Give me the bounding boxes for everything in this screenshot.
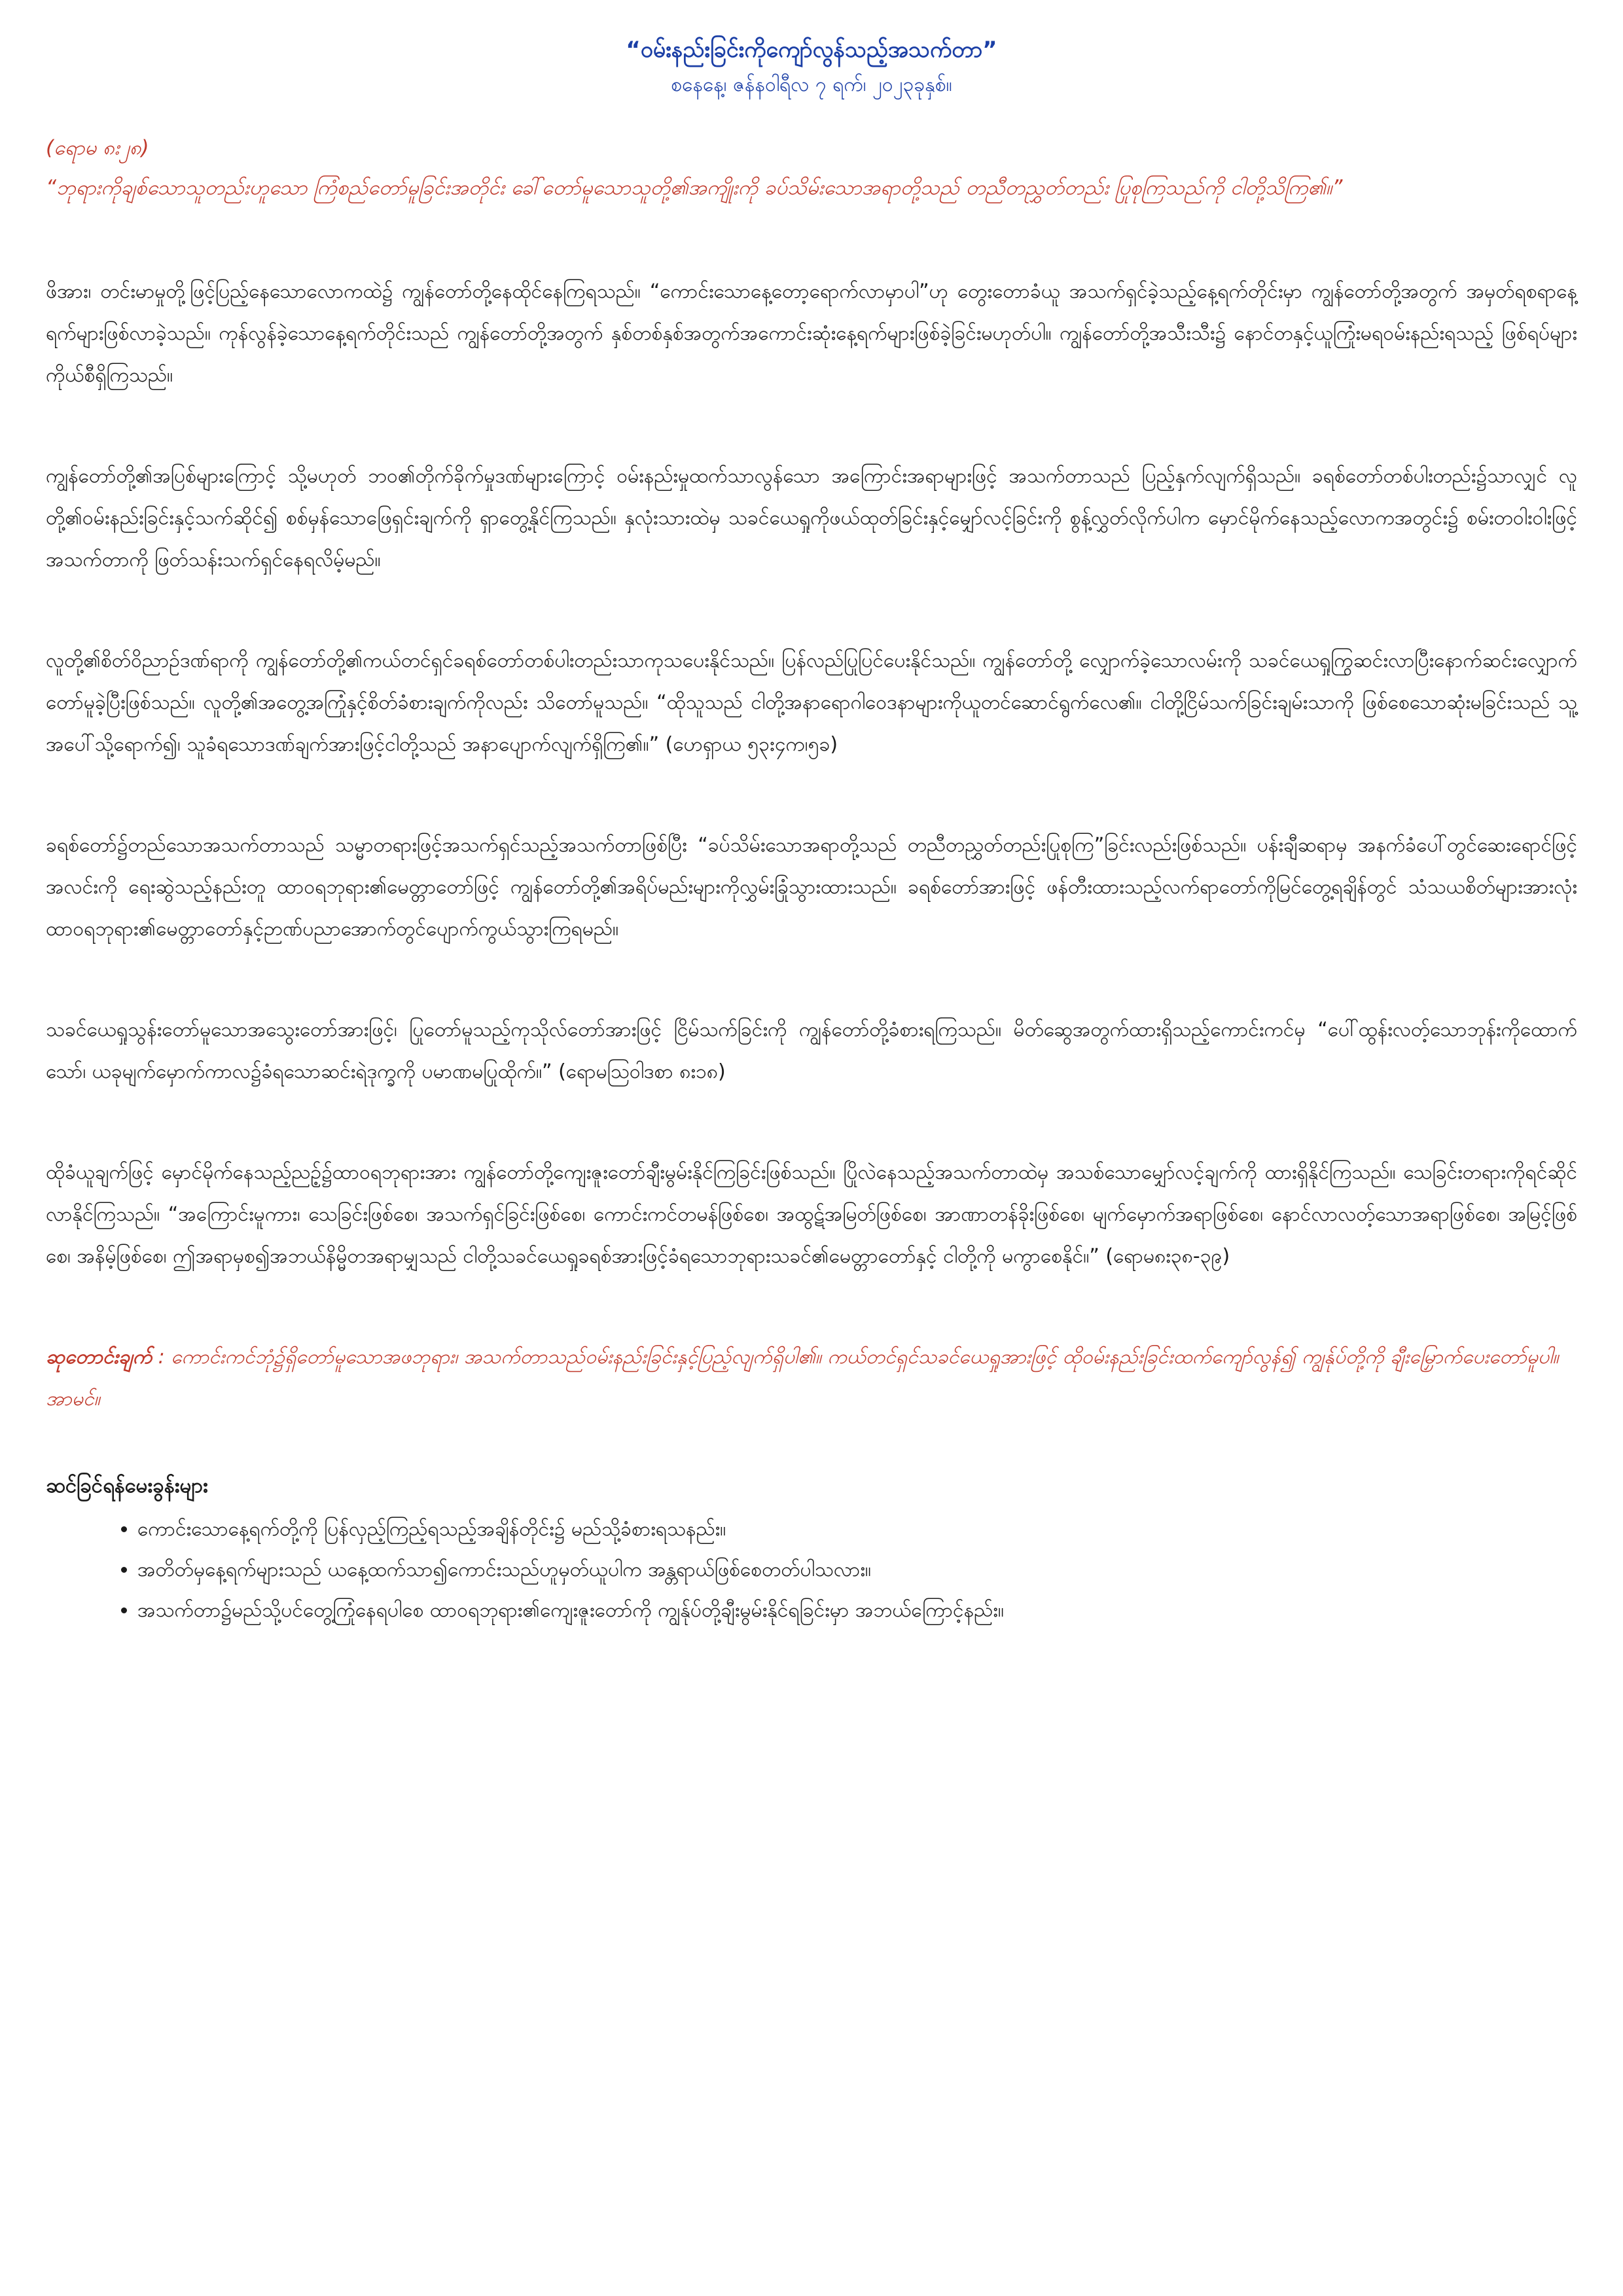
date-line: စနေနေ့၊ ဇန်နဝါရီလ ၇ ရက်၊ ၂၀၂၃ခုနှစ်။ [671,73,952,96]
paragraph-3: လူတို့၏စိတ်ဝိညာဉ်ဒဏ်ရာကို ကျွန်တော်တို့၏ကယ်တင်ရှင်ခရစ်တော်တစ်ပါးတည်းသာကုသပေးနိုင်သည်။ ပြန်လည်ပြုပြင်ပေးနိုင်သည်။ ကျွန်တော်တို့ လျှောက်ခဲ့သောလမ်းကို သခင်ယေရှုကြွဆင်းလာပြီးနောက်ဆင်းလျှောက်တော်မူခဲ့ပြီးဖြစ်သည်။ လူတို့၏အတွေ့အကြုံနှင့်စိတ်ခံစားချက်ကိုလည်း သိတော်မူသည်။ “ထိုသူသည် ငါတို့အနာရောဂါဝေဒနာများကိုယူတင်ဆောင်ရွက်လေ၏။ ငါတို့ငြိမ်သက်ခြင်းချမ်းသာကို ဖြစ်စေသောဆုံးမခြင်းသည် သူ့အပေါ်သို့ရောက်၍၊ သူခံရသောဒဏ်ချက်အားဖြင့်ငါတို့သည် အနာပျောက်လျက်ရှိကြ၏။” (ဟေရှာယ ၅၃း၄က၊၅ခ) [46,649,1577,756]
questions-heading: ဆင်ခြင်ရန်မေးခွန်းများ [46,1474,208,1498]
paragraph-6: ထိုခံယူချက်ဖြင့် မှောင်မိုက်နေသည့်ညဉ့်၌ထာဝရဘုရားအား ကျွန်တော်တို့ကျေးဇူးတော်ချီးမွမ်းနိုင်ကြခြင်းဖြစ်သည်။ ပြိုလဲနေသည့်အသက်တာထဲမှ အသစ်သောမျှော်လင့်ချက်ကို ထားရှိနိုင်ကြသည်။ သေခြင်းတရားကိုရင်ဆိုင်လာနိုင်ကြသည်။ “အကြောင်းမူကား၊ သေခြင်းဖြစ်စေ၊ အသက်ရှင်ခြင်းဖြစ်စေ၊ ကောင်းကင်တမန်ဖြစ်စေ၊ အထွဋ်အမြတ်ဖြစ်စေ၊ အာဏာတန်ခိုးဖြစ်စေ၊ မျက်မှောက်အရာဖြစ်စေ၊ နောင်လာလတ့်သောအရာဖြစ်စေ၊ အမြင့်ဖြစ်စေ၊ အနိမ့်ဖြစ်စေ၊ ဤအရာမှစ၍အဘယ်နိမ္မိတအရာမျှသည် ငါတို့သခင်ယေရှုခရစ်အားဖြင့်ခံရသောဘုရားသခင်၏မေတ္တာတော်နှင့် ငါတို့ကို မကွာစေနိုင်။” (ရောမ၈း၃၈-၃၉) [46,1161,1577,1268]
paragraph-5: သခင်ယေရှုသွန်းတော်မူသောအသွေးတော်အားဖြင့်၊ ပြုတော်မူသည့်ကုသိုလ်တော်အားဖြင့် ငြိမ်သက်ခြင်းကို ကျွန်တော်တို့ခံစားရကြသည်။ မိတ်ဆွေအတွက်ထားရှိသည့်ကောင်းကင်မှ “ပေါ်ထွန်းလတ့်သောဘုန်းကိုထောက်သော်၊ ယခုမျက်မှောက်ကာလ၌ခံရသောဆင်းရဲဒုက္ခကို ပမာဏမပြုထိုက်။” (ရောမ‌ဩဝါဒစာ ၈း၁၈) [46,1018,1577,1083]
question-item: • အသက်တာ၌မည်သို့ပင်တွေ့ကြုံနေရပါစေ ထာဝရဘုရား၏ကျေးဇူးတော်ကို ကျွန်ုပ်တို့ချီးမွမ်းနိုင်ရခြင်းမှာ အဘယ်ကြောင့်နည်း။ [137,1590,1577,1631]
questions-list [46,1509,1577,1631]
prayer-separator: : [152,1346,171,1369]
paragraph-2: ကျွန်တော်တို့၏အပြစ်များကြောင့် သို့မဟုတ် ဘဝ၏တိုက်ခိုက်မှုဒဏ်များကြောင့် ဝမ်းနည်းမှုထက်သာလွန်သော အကြောင်းအရာများဖြင့် အသက်တာသည် ပြည့်နှက်လျက်ရှိသည်။ ခရစ်တော်တစ်ပါးတည်း၌သာလျှင် လူတို့၏ဝမ်းနည်းခြင်းနှင့်သက်ဆိုင်၍ စစ်မှန်သောဖြေရှင်းချက်ကို ရှာတွေ့နိုင်ကြသည်။ နှလုံးသားထဲမှ သခင်ယေရှုကိုဖယ်ထုတ်ခြင်းနှင့်မျှော်လင့်ခြင်းကို စွန့်လွှတ်လိုက်ပါက မှောင်မိုက်နေသည့်လောကအတွင်း၌ စမ်းတဝါးဝါးဖြင့်အသက်တာကို ဖြတ်သန်းသက်ရှင်နေရလိမ့်မည်။ [46,465,1577,571]
spacer [46,208,1577,271]
prayer-block [46,1336,1577,1420]
scripture-reference: (ရောမ ၈း၂၈) [46,136,149,160]
question-item: • အတိတ်မှနေ့ရက်များသည် ယနေ့ထက်သာ၍ကောင်းသည်ဟူမှတ်ယူပါက အန္တရာယ်ဖြစ်စေတတ်ပါသလား။ [137,1550,1577,1590]
question-item: • ကောင်းသောနေ့ရက်တို့ကို ပြန်လှည့်ကြည့်ရသည့်အချိန်တိုင်း၌ မည်သို့ခံစားရသနည်း။ [137,1509,1577,1550]
prayer-label: ဆုတောင်းချက် [46,1346,152,1369]
page-title: “ဝမ်းနည်းခြင်းကိုကျော်လွန်သည့်အသက်တာ” [626,37,997,63]
paragraph-4: ခရစ်တော်၌တည်သောအသက်တာသည် သမ္မာတရားဖြင့်အသက်ရှင်သည့်အသက်တာဖြစ်ပြီး “ခပ်သိမ်းသောအရာတို့သည် တညီတညွှတ်တည်းပြုစုကြ”ခြင်းလည်းဖြစ်သည်။ ပန်းချီဆရာမှ အနက်ခံပေါ်တွင်ဆေးရောင်ဖြင့်အလင်းကို ရေးဆွဲသည့်နည်းတူ ထာဝရဘုရား၏မေတ္တာတော်ဖြင့် ကျွန်တော်တို့၏အရိပ်မည်းများကိုလွှမ်းခြုံသွားထားသည်။ ခရစ်တော်အားဖြင့် ဖန်တီးထားသည့်လက်ရာတော်ကိုမြင်တွေ့ရချိန်တွင် သံသယစိတ်များအားလုံးထာဝရဘုရား၏မေတ္တာတော်နှင့်ဉာဏ်ပညာအောက်တွင်ပျောက်ကွယ်သွားကြရမည်။ [46,834,1577,941]
prayer-text: ကောင်းကင်ဘုံ၌ရှိတော်မူသောအဖဘုရား၊ အသက်တာသည်ဝမ်းနည်းခြင်းနှင့်ပြည့်လျက်ရှိပါ၏။ ကယ်တင်ရှင်သခင်ယေရှုအားဖြင့် ထိုဝမ်းနည်းခြင်းထက်ကျော်လွန်၍ ကျွန်ုပ်တို့ကို ချီးမြှောက်ပေးတော်မူပါ။ အာမင်။ [46,1346,1559,1410]
scripture-quote: “ဘုရားကိုချစ်သောသူတည်းဟူသော ကြံစည်တော်မူခြင်းအတိုင်း ခေါ်တော်မူသောသူတို့၏အကျိုးကို ခပ်သိမ်းသောအရာတို့သည် တညီတညွှတ်တည်း ပြုစုကြသည်ကို ငါတို့သိကြ၏။” [46,176,1343,200]
paragraph-1: ဖိအား၊ တင်းမာမှုတို့ဖြင့်ပြည့်နေသောလောကထဲ၌ ကျွန်တော်တို့နေထိုင်နေကြရသည်။ “ကောင်းသောနေ့တော့ရောက်လာမှာပါ”ဟု တွေးတောခံယူ အသက်ရှင်ခဲ့သည့်နေ့ရက်တိုင်းမှာ ကျွန်တော်တို့အတွက် အမှတ်ရစရာနေ့ရက်များဖြစ်လာခဲ့သည်။ ကုန်လွန်ခဲ့သောနေ့ရက်တိုင်းသည် ကျွန်တော်တို့အတွက် နှစ်တစ်နှစ်အတွက်အကောင်းဆုံးနေ့ရက်များဖြစ်ခဲ့ခြင်းမဟုတ်ပါ။ ကျွန်တော်တို့အသီးသီး၌ နောင်တနှင့်ယူကြုံးမရဝမ်းနည်းရသည့် ဖြစ်ရပ်များ ကိုယ်စီရှိကြသည်။ [46,280,1577,387]
